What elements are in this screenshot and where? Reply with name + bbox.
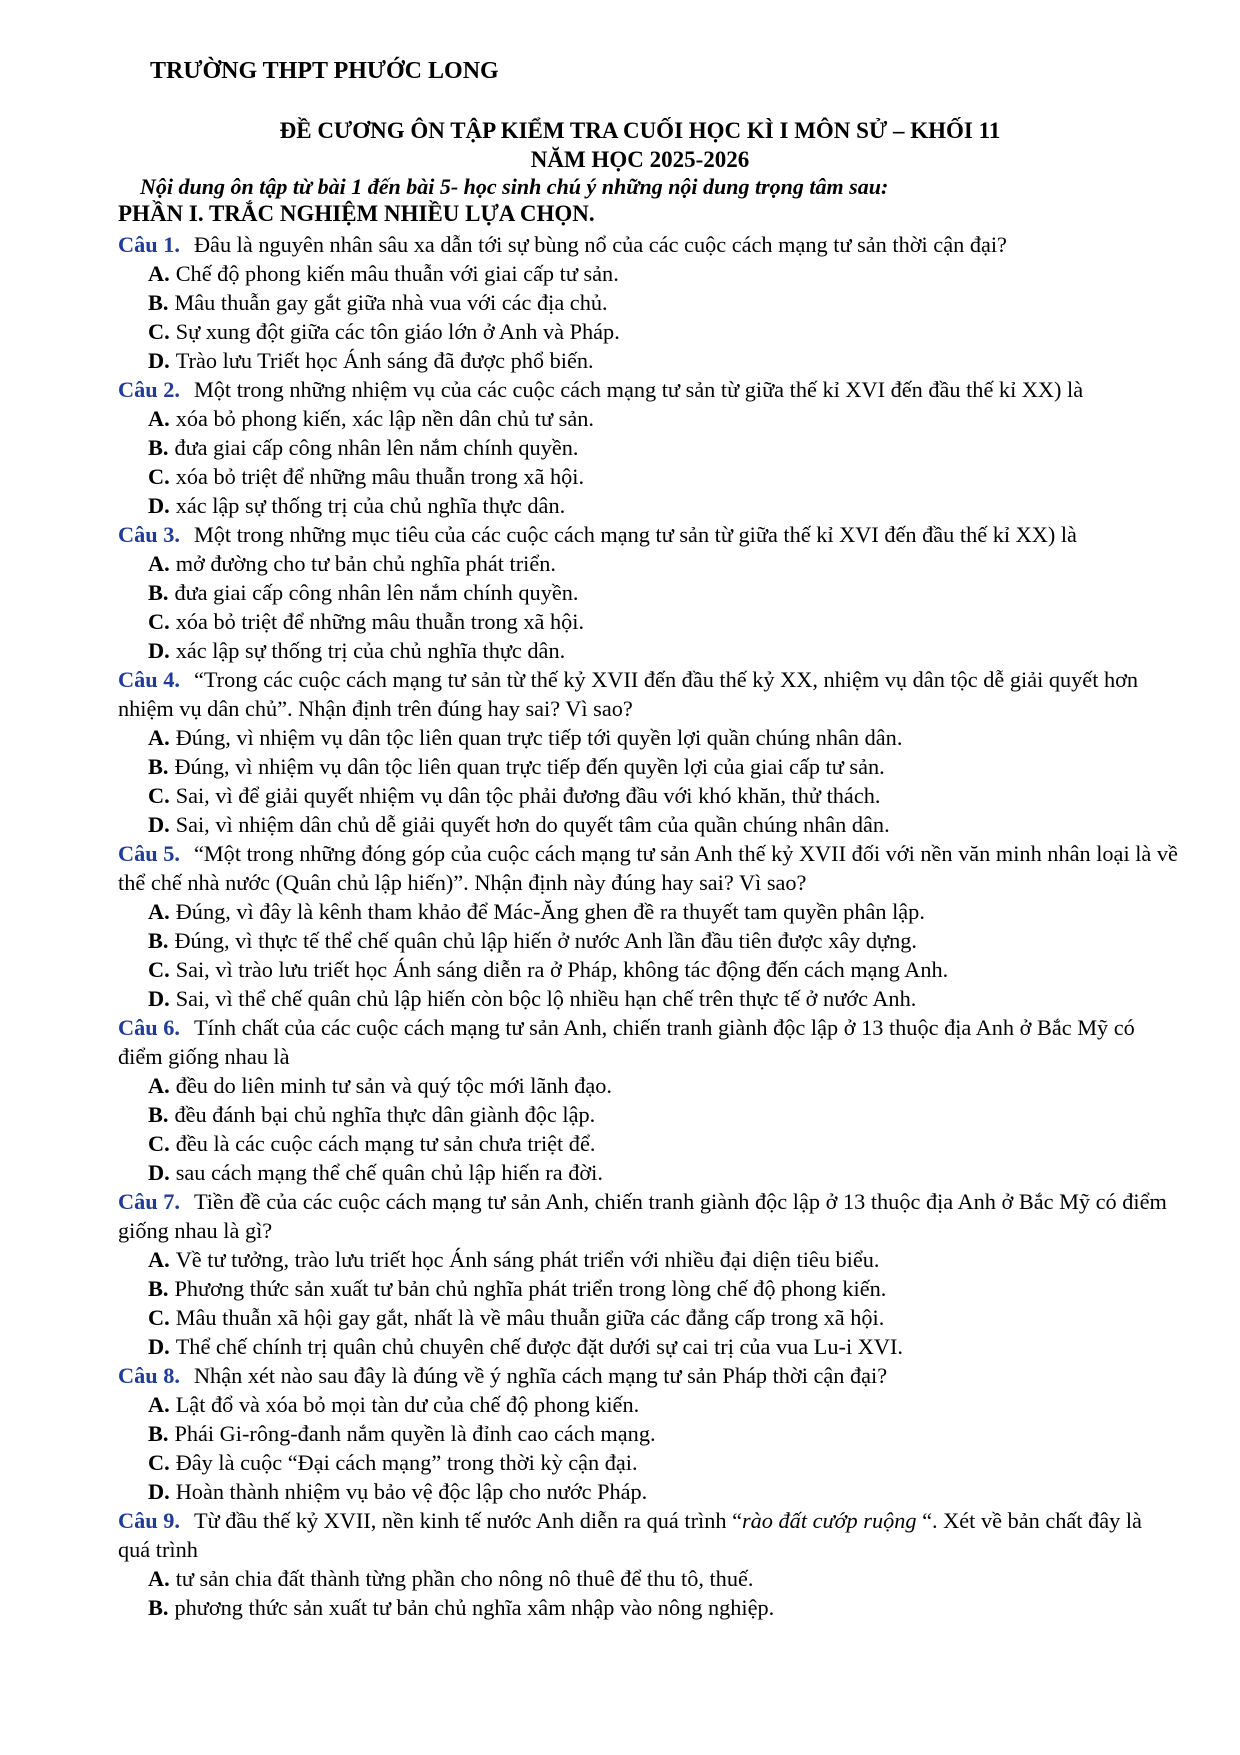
- answer-option: [118, 578, 1178, 607]
- option-label: A.: [148, 1073, 170, 1098]
- answer-option: [118, 462, 1178, 491]
- question-block: [118, 230, 1178, 375]
- option-label: B.: [148, 1595, 169, 1620]
- option-text: Đúng, vì nhiệm vụ dân tộc liên quan trực tiếp tới quyền lợi quần chúng nhân dân.: [175, 725, 903, 750]
- option-label: B.: [148, 928, 169, 953]
- question-quote: rào đất cướp ruộng: [741, 1508, 917, 1533]
- answer-option: [118, 491, 1178, 520]
- option-text: đều là các cuộc cách mạng tư sản chưa triệt để.: [175, 1131, 596, 1156]
- answer-option: [118, 1100, 1178, 1129]
- school-year: NĂM HỌC 2025-2026: [530, 147, 750, 172]
- option-label: A.: [148, 725, 170, 750]
- question-stem: [118, 375, 1178, 404]
- option-text: Sự xung đột giữa các tôn giáo lớn ở Anh và Pháp.: [175, 319, 620, 344]
- option-label: D.: [148, 1334, 170, 1359]
- option-label: D.: [148, 348, 170, 373]
- option-label: A.: [148, 899, 170, 924]
- question-label: Câu 9.: [118, 1508, 180, 1533]
- question-block: [118, 520, 1178, 665]
- option-label: C.: [148, 609, 170, 634]
- question-text: “Trong các cuộc cách mạng tư sản từ thế kỷ XVII đến đầu thế kỷ XX, nhiệm vụ dân tộc dễ giải quyết hơn nhiệm vụ dân chủ”. Nhận định trên đúng hay sai? Vì sao?: [118, 667, 1139, 721]
- review-note: Nội dung ôn tập từ bài 1 đến bài 5- học sinh chú ý những nội dung trọng tâm sau:: [140, 174, 889, 199]
- option-label: D.: [148, 812, 170, 837]
- option-label: B.: [148, 435, 169, 460]
- option-label: D.: [148, 493, 170, 518]
- answer-option: [118, 1419, 1178, 1448]
- answer-option: [118, 752, 1178, 781]
- question-stem: [118, 665, 1178, 723]
- option-label: C.: [148, 1305, 170, 1330]
- option-label: C.: [148, 783, 170, 808]
- option-label: A.: [148, 406, 170, 431]
- question-list: [118, 230, 1178, 1622]
- option-text: Trào lưu Triết học Ánh sáng đã được phổ biến.: [175, 348, 594, 373]
- answer-option: [118, 1245, 1178, 1274]
- option-label: A.: [148, 261, 170, 286]
- option-label: B.: [148, 580, 169, 605]
- question-block: [118, 1506, 1178, 1622]
- question-stem: [118, 839, 1178, 897]
- option-text: Chế độ phong kiến mâu thuẫn với giai cấp tư sản.: [175, 261, 619, 286]
- option-text: xóa bỏ triệt để những mâu thuẫn trong xã hội.: [175, 609, 585, 634]
- option-label: C.: [148, 1131, 170, 1156]
- option-text: Sai, vì để giải quyết nhiệm vụ dân tộc phải đương đầu với khó khăn, thử thách.: [175, 783, 881, 808]
- option-label: D.: [148, 986, 170, 1011]
- answer-option: [118, 404, 1178, 433]
- option-label: D.: [148, 1479, 170, 1504]
- question-label: Câu 5.: [118, 841, 180, 866]
- question-text-end: “. Xét về bản chất đây là quá trình: [118, 1508, 1142, 1562]
- option-text: Sai, vì trào lưu triết học Ánh sáng diễn ra ở Pháp, không tác động đến cách mạng Anh.: [175, 957, 949, 982]
- option-text: đều đánh bại chủ nghĩa thực dân giành độc lập.: [174, 1102, 596, 1127]
- question-block: [118, 839, 1178, 1013]
- section-heading: PHẦN I. TRẮC NGHIỆM NHIỀU LỰA CHỌN.: [118, 201, 595, 226]
- question-text: Nhận xét nào sau đây là đúng về ý nghĩa cách mạng tư sản Pháp thời cận đại?: [193, 1363, 888, 1388]
- option-text: Đúng, vì nhiệm vụ dân tộc liên quan trực tiếp đến quyền lợi của giai cấp tư sản.: [174, 754, 885, 779]
- question-label: Câu 6.: [118, 1015, 180, 1040]
- answer-option: [118, 1158, 1178, 1187]
- option-label: B.: [148, 1276, 169, 1301]
- question-text: Một trong những nhiệm vụ của các cuộc cách mạng tư sản từ giữa thế kỉ XVI đến đầu thế kỉ XX) là: [193, 377, 1084, 402]
- option-text: Phái Gi-rông-đanh nắm quyền là đỉnh cao cách mạng.: [174, 1421, 656, 1446]
- option-label: B.: [148, 1421, 169, 1446]
- answer-option: [118, 1448, 1178, 1477]
- option-label: B.: [148, 290, 169, 315]
- option-text: đều do liên minh tư sản và quý tộc mới lãnh đạo.: [175, 1073, 612, 1098]
- question-label: Câu 4.: [118, 667, 180, 692]
- question-text: Từ đầu thế kỷ XVII, nền kinh tế nước Anh diễn ra quá trình “: [193, 1508, 742, 1533]
- option-label: D.: [148, 638, 170, 663]
- answer-option: [118, 1390, 1178, 1419]
- option-text: phương thức sản xuất tư bản chủ nghĩa xâm nhập vào nông nghiệp.: [174, 1595, 775, 1620]
- option-label: C.: [148, 319, 170, 344]
- answer-option: [118, 1274, 1178, 1303]
- option-text: Đúng, vì thực tế thể chế quân chủ lập hiến ở nước Anh lần đầu tiên được xây dựng.: [174, 928, 917, 953]
- option-text: Thể chế chính trị quân chủ chuyên chế được đặt dưới sự cai trị của vua Lu-i XVI.: [175, 1334, 903, 1359]
- answer-option: [118, 897, 1178, 926]
- question-text: Tính chất của các cuộc cách mạng tư sản Anh, chiến tranh giành độc lập ở 13 thuộc địa Anh ở Bắc Mỹ có điểm giống nhau là: [118, 1015, 1135, 1069]
- option-label: C.: [148, 957, 170, 982]
- question-label: Câu 8.: [118, 1363, 180, 1388]
- document-title: ĐỀ CƯƠNG ÔN TẬP KIỂM TRA CUỐI HỌC KÌ I MÔN SỬ – KHỐI 11: [279, 118, 1001, 143]
- option-text: đưa giai cấp công nhân lên nắm chính quyền.: [174, 580, 579, 605]
- option-label: C.: [148, 1450, 170, 1475]
- question-stem: [118, 230, 1178, 259]
- question-label: Câu 2.: [118, 377, 180, 402]
- option-text: sau cách mạng thể chế quân chủ lập hiến ra đời.: [175, 1160, 603, 1185]
- option-text: xác lập sự thống trị của chủ nghĩa thực dân.: [175, 493, 566, 518]
- question-block: [118, 1361, 1178, 1506]
- option-label: A.: [148, 551, 170, 576]
- answer-option: [118, 1564, 1178, 1593]
- question-label: Câu 7.: [118, 1189, 180, 1214]
- option-text: Lật đổ và xóa bỏ mọi tàn dư của chế độ phong kiến.: [175, 1392, 640, 1417]
- question-block: [118, 665, 1178, 839]
- question-stem: [118, 1361, 1178, 1390]
- answer-option: [118, 549, 1178, 578]
- answer-option: [118, 723, 1178, 752]
- answer-option: [118, 288, 1178, 317]
- answer-option: [118, 607, 1178, 636]
- option-label: D.: [148, 1160, 170, 1185]
- question-text: Đâu là nguyên nhân sâu xa dẫn tới sự bùng nổ của các cuộc cách mạng tư sản thời cận đại?: [193, 232, 1007, 257]
- answer-option: [118, 926, 1178, 955]
- question-text: Một trong những mục tiêu của các cuộc cách mạng tư sản từ giữa thế kỉ XVI đến đầu thế kỉ XX) là: [193, 522, 1077, 547]
- answer-option: [118, 984, 1178, 1013]
- answer-option: [118, 1071, 1178, 1100]
- option-text: Mâu thuẫn gay gắt giữa nhà vua với các địa chủ.: [174, 290, 608, 315]
- option-text: đưa giai cấp công nhân lên nắm chính quyền.: [174, 435, 579, 460]
- question-stem: [118, 1187, 1178, 1245]
- question-stem: [118, 1013, 1178, 1071]
- answer-option: [118, 810, 1178, 839]
- option-label: A.: [148, 1247, 170, 1272]
- option-text: Phương thức sản xuất tư bản chủ nghĩa phát triển trong lòng chế độ phong kiến.: [174, 1276, 887, 1301]
- question-text: Tiền đề của các cuộc cách mạng tư sản Anh, chiến tranh giành độc lập ở 13 thuộc địa Anh ở Bắc Mỹ có điểm giống nhau là gì?: [118, 1189, 1167, 1243]
- option-text: xóa bỏ phong kiến, xác lập nền dân chủ tư sản.: [175, 406, 594, 431]
- option-text: tư sản chia đất thành từng phần cho nông nô thuê để thu tô, thuế.: [175, 1566, 754, 1591]
- option-text: Về tư tưởng, trào lưu triết học Ánh sáng phát triển với nhiều đại diện tiêu biểu.: [175, 1247, 880, 1272]
- answer-option: [118, 1129, 1178, 1158]
- question-stem: [118, 520, 1178, 549]
- option-label: A.: [148, 1392, 170, 1417]
- school-name: TRƯỜNG THPT PHƯỚC LONG: [150, 58, 499, 84]
- question-stem: [118, 1506, 1178, 1564]
- question-label: Câu 1.: [118, 232, 180, 257]
- option-text: xóa bỏ triệt để những mâu thuẫn trong xã hội.: [175, 464, 585, 489]
- option-text: Sai, vì nhiệm dân chủ dễ giải quyết hơn do quyết tâm của quần chúng nhân dân.: [175, 812, 890, 837]
- answer-option: [118, 259, 1178, 288]
- question-label: Câu 3.: [118, 522, 180, 547]
- answer-option: [118, 346, 1178, 375]
- option-label: C.: [148, 464, 170, 489]
- answer-option: [118, 1477, 1178, 1506]
- option-text: Đây là cuộc “Đại cách mạng” trong thời kỳ cận đại.: [175, 1450, 638, 1475]
- question-text: “Một trong những đóng góp của cuộc cách mạng tư sản Anh thế kỷ XVII đối với nền văn minh nhân loại là về thể chế nhà nước (Quân chủ lập hiến)”. Nhận định này đúng hay sai? Vì sao?: [118, 841, 1178, 895]
- answer-option: [118, 317, 1178, 346]
- answer-option: [118, 1332, 1178, 1361]
- option-label: B.: [148, 754, 169, 779]
- answer-option: [118, 955, 1178, 984]
- option-text: Hoàn thành nhiệm vụ bảo vệ độc lập cho nước Pháp.: [175, 1479, 648, 1504]
- option-text: Đúng, vì đây là kênh tham khảo để Mác-Ăng ghen đề ra thuyết tam quyền phân lập.: [175, 899, 925, 924]
- option-label: B.: [148, 1102, 169, 1127]
- answer-option: [118, 781, 1178, 810]
- option-text: xác lập sự thống trị của chủ nghĩa thực dân.: [175, 638, 566, 663]
- answer-option: [118, 433, 1178, 462]
- question-block: [118, 375, 1178, 520]
- option-text: Mâu thuẫn xã hội gay gắt, nhất là về mâu thuẫn giữa các đẳng cấp trong xã hội.: [175, 1305, 885, 1330]
- question-block: [118, 1013, 1178, 1187]
- answer-option: [118, 1303, 1178, 1332]
- option-text: Sai, vì thể chế quân chủ lập hiến còn bộc lộ nhiều hạn chế trên thực tế ở nước Anh.: [175, 986, 917, 1011]
- question-block: [118, 1187, 1178, 1361]
- option-label: A.: [148, 1566, 170, 1591]
- answer-option: [118, 1593, 1178, 1622]
- option-text: mở đường cho tư bản chủ nghĩa phát triển.: [175, 551, 556, 576]
- answer-option: [118, 636, 1178, 665]
